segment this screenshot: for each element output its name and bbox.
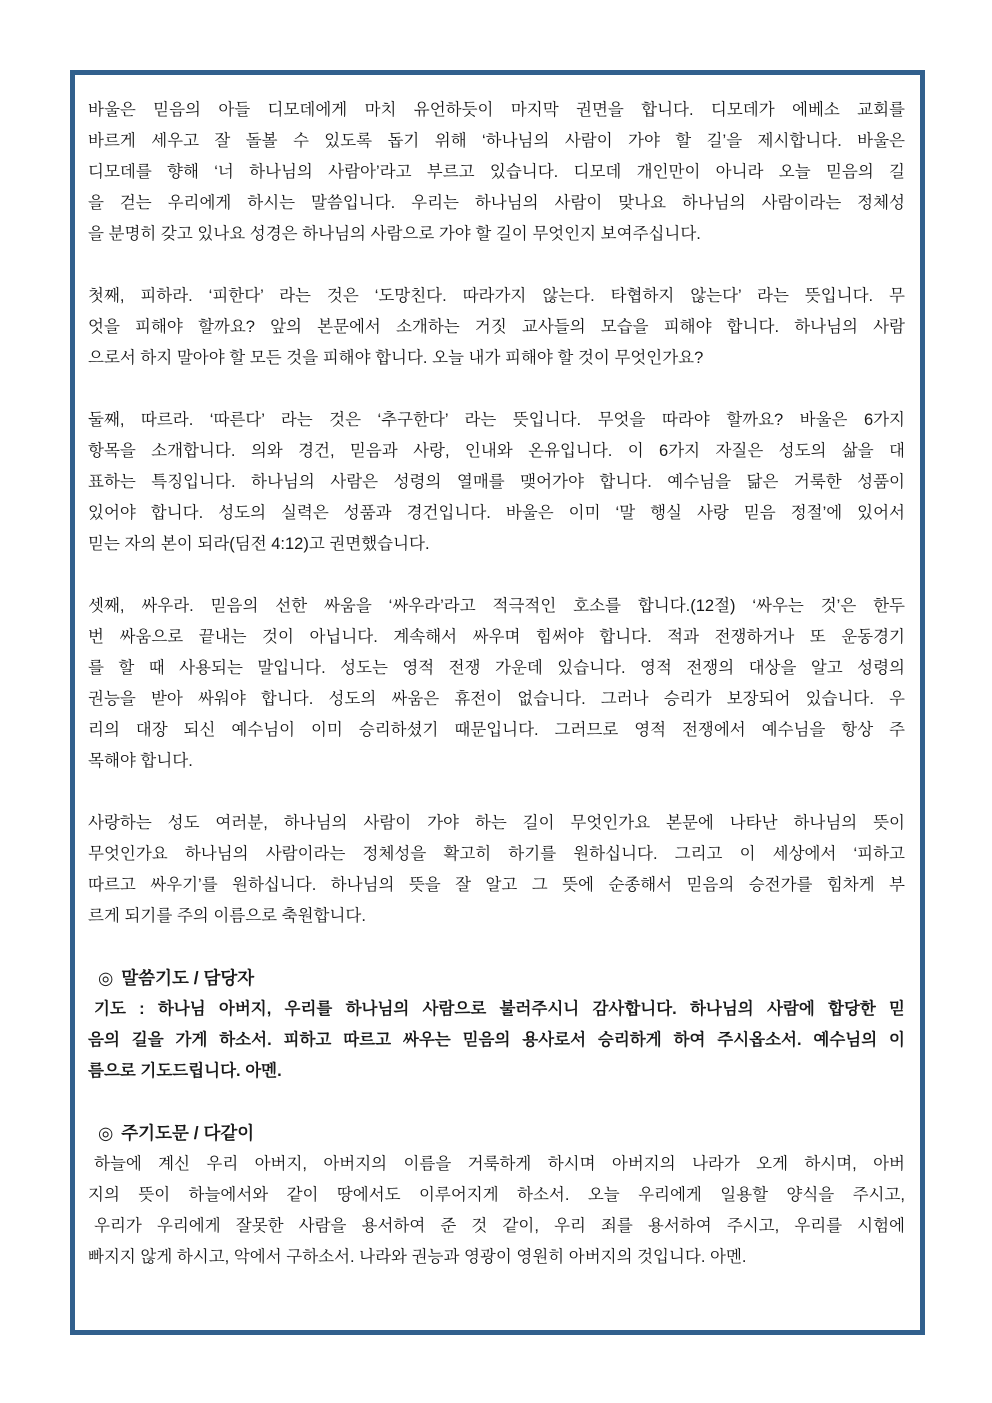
paragraph-word-prayer-body xyxy=(88,994,905,1087)
text-line: 르게 되기를 주의 이름으로 축원합니다. xyxy=(88,907,366,925)
text-line: 셋째, 싸우라. 믿음의 선한 싸움을 ‘싸우라’라고 적극적인 호소를 합니다.(12절) ‘싸우는 것’은 한두 xyxy=(88,597,905,615)
text-line: 우리가 우리에게 잘못한 사람을 용서하여 준 것 같이, 우리 죄를 용서하여 주시고, 우리를 시험에 xyxy=(94,1217,905,1235)
text-line: 음의 길을 가게 하소서. 피하고 따르고 싸우는 믿음의 용사로서 승리하게 하여 주시옵소서. 예수님의 이 xyxy=(88,1031,905,1049)
paragraph-closing-blessing xyxy=(88,808,905,932)
text-line: 디모데를 향해 ‘너 하나님의 사람아’라고 부르고 있습니다. 디모데 개인만이 아니라 오늘 믿음의 길 xyxy=(88,163,905,181)
document-frame xyxy=(70,70,925,1335)
text-line: 바르게 세우고 잘 돌볼 수 있도록 돕기 위해 ‘하나님의 사람이 가야 할 길’을 제시합니다. 바울은 xyxy=(88,132,905,150)
paragraph-second-follow xyxy=(88,405,905,560)
text-line: 기도 : 하나님 아버지, 우리를 하나님의 사람으로 불러주시니 감사합니다. 하나님의 사람에 합당한 믿 xyxy=(94,1000,905,1018)
section-title: 주기도문 / 다같이 xyxy=(121,1123,255,1143)
text-line: 리의 대장 되신 예수님이 이미 승리하셨기 때문입니다. 그러므로 영적 전쟁에서 예수님을 항상 주 xyxy=(88,721,905,739)
text-line: 표하는 특징입니다. 하나님의 사람은 성령의 열매를 맺어가야 합니다. 예수님을 닮은 거룩한 성품이 xyxy=(88,473,905,491)
section-heading-lords-prayer xyxy=(88,1118,905,1149)
text-line: 으로서 하지 말아야 할 모든 것을 피해야 합니다. 오늘 내가 피해야 할 것이 무엇인가요? xyxy=(88,349,704,367)
text-line: 둘째, 따르라. ‘따른다’ 라는 것은 ‘추구한다’ 라는 뜻입니다. 무엇을 따라야 할까요? 바울은 6가지 xyxy=(88,411,905,429)
text-line: 무엇인가요 하나님의 사람이라는 정체성을 확고히 하기를 원하십니다. 그리고 이 세상에서 ‘피하고 xyxy=(88,845,905,863)
double-circle-icon: ◎ xyxy=(98,968,114,988)
text-line: 를 할 때 사용되는 말입니다. 성도는 영적 전쟁 가운데 있습니다. 영적 전쟁의 대상을 알고 성령의 xyxy=(88,659,905,677)
paragraph-first-avoid xyxy=(88,281,905,374)
text-line: 지의 뜻이 하늘에서와 같이 땅에서도 이루어지게 하소서. 오늘 우리에게 일용할 양식을 주시고, xyxy=(88,1186,905,1204)
text-line: 번 싸움으로 끝내는 것이 아닙니다. 계속해서 싸우며 힘써야 합니다. 적과 전쟁하거나 또 운동경기 xyxy=(88,628,905,646)
double-circle-icon: ◎ xyxy=(98,1123,114,1143)
text-line: 믿는 자의 본이 되라(딤전 4:12)고 권면했습니다. xyxy=(88,535,430,553)
paragraph-intro xyxy=(88,95,905,250)
text-line: 을 분명히 갖고 있나요 성경은 하나님의 사람으로 가야 할 길이 무엇인지 보여주십니다. xyxy=(88,225,701,243)
text-line: 목해야 합니다. xyxy=(88,752,193,770)
document-content xyxy=(75,75,920,1330)
section-heading-word-prayer xyxy=(88,963,905,994)
paragraph-lords-prayer-body xyxy=(88,1149,905,1273)
text-line: 첫째, 피하라. ‘피한다’ 라는 것은 ‘도망친다. 따라가지 않는다. 타협하지 않는다’ 라는 뜻입니다. 무 xyxy=(88,287,905,305)
text-line: 바울은 믿음의 아들 디모데에게 마치 유언하듯이 마지막 권면을 합니다. 디모데가 에베소 교회를 xyxy=(88,101,905,119)
text-line: 름으로 기도드립니다. 아멘. xyxy=(88,1062,282,1080)
text-line: 사랑하는 성도 여러분, 하나님의 사람이 가야 하는 길이 무엇인가요 본문에 나타난 하나님의 뜻이 xyxy=(88,814,905,832)
text-line: 을 걷는 우리에게 하시는 말씀입니다. 우리는 하나님의 사람이 맞나요 하나님의 사람이라는 정체성 xyxy=(88,194,905,212)
text-line: 하늘에 계신 우리 아버지, 아버지의 이름을 거룩하게 하시며 아버지의 나라가 오게 하시며, 아버 xyxy=(94,1155,905,1173)
text-line: 있어야 합니다. 성도의 실력은 성품과 경건입니다. 바울은 이미 ‘말 행실 사랑 믿음 정절’에 있어서 xyxy=(88,504,905,522)
paragraph-third-fight xyxy=(88,591,905,777)
text-line: 빠지지 않게 하시고, 악에서 구하소서. 나라와 권능과 영광이 영원히 아버지의 것입니다. 아멘. xyxy=(88,1248,747,1266)
text-line: 엇을 피해야 할까요? 앞의 본문에서 소개하는 거짓 교사들의 모습을 피해야 합니다. 하나님의 사람 xyxy=(88,318,905,336)
text-line: 권능을 받아 싸워야 합니다. 성도의 싸움은 휴전이 없습니다. 그러나 승리가 보장되어 있습니다. 우 xyxy=(88,690,905,708)
text-line: 항목을 소개합니다. 의와 경건, 믿음과 사랑, 인내와 온유입니다. 이 6가지 자질은 성도의 삶을 대 xyxy=(88,442,905,460)
section-title: 말씀기도 / 담당자 xyxy=(121,968,255,988)
text-line: 따르고 싸우기’를 원하십니다. 하나님의 뜻을 잘 알고 그 뜻에 순종해서 믿음의 승전가를 힘차게 부 xyxy=(88,876,905,894)
